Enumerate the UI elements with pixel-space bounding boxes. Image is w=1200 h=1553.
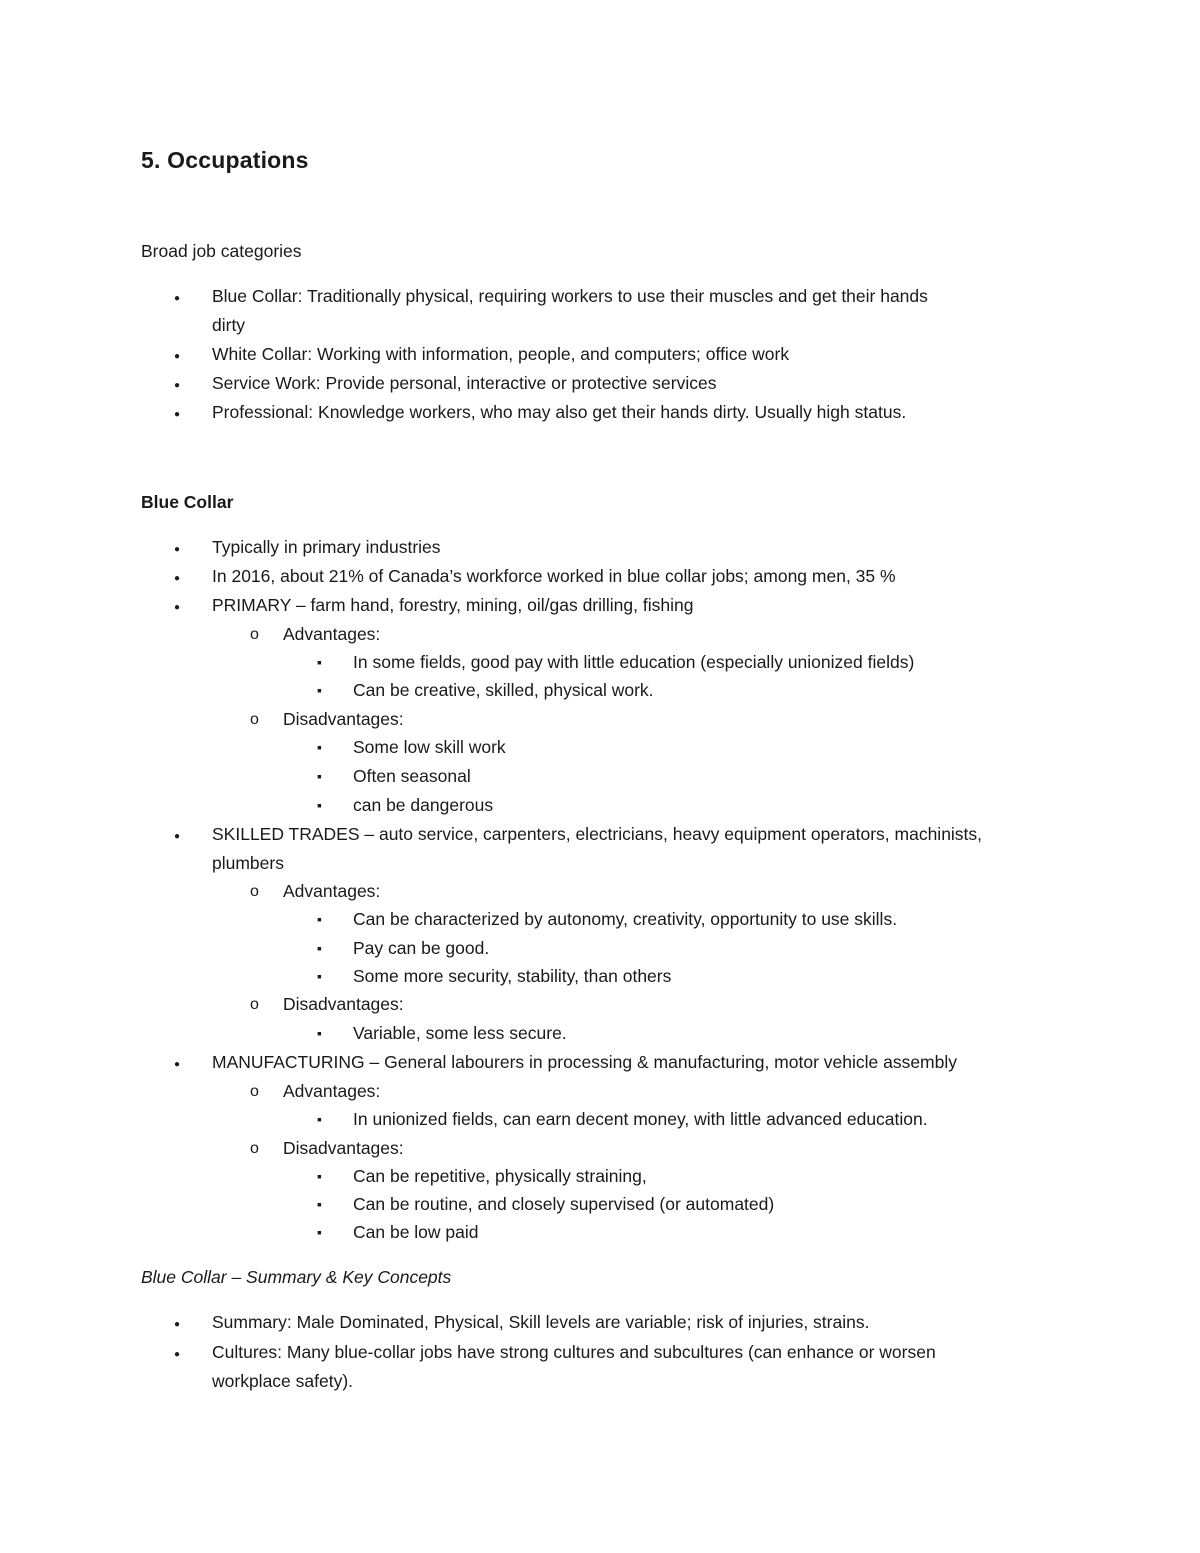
section-heading-summary: Blue Collar – Summary & Key Concepts xyxy=(141,1267,452,1287)
bullet-square-icon xyxy=(317,1022,322,1044)
bullet-square-icon xyxy=(317,965,322,987)
sublist-item-disadvantages: Disadvantages: xyxy=(283,994,404,1014)
bullet-disc-icon xyxy=(174,594,180,619)
detail-item: In unionized fields, can earn decent money, with little advanced education. xyxy=(353,1109,928,1129)
detail-item: Can be repetitive, physically straining, xyxy=(353,1166,647,1186)
bullet-circle-icon xyxy=(250,993,259,1016)
bullet-disc-icon xyxy=(174,823,180,848)
list-item-skilled-trades-continued: plumbers xyxy=(212,853,284,873)
detail-item: Pay can be good. xyxy=(353,938,490,958)
bullet-square-icon xyxy=(317,736,322,758)
detail-item: Can be routine, and closely supervised (or automated) xyxy=(353,1194,775,1214)
bullet-circle-icon xyxy=(250,1080,259,1103)
list-item-summary: Summary: Male Dominated, Physical, Skill levels are variable; risk of injuries, strains. xyxy=(212,1312,870,1332)
list-item-cultures-continued: workplace safety). xyxy=(212,1371,354,1391)
sublist-item-disadvantages: Disadvantages: xyxy=(283,709,404,729)
bullet-square-icon xyxy=(317,794,322,816)
bullet-disc-icon xyxy=(174,536,180,561)
sublist-item-disadvantages: Disadvantages: xyxy=(283,1138,404,1158)
bullet-square-icon xyxy=(317,1108,322,1130)
sublist-item-advantages: Advantages: xyxy=(283,1081,381,1101)
detail-item: Can be creative, skilled, physical work. xyxy=(353,680,654,700)
bullet-circle-icon xyxy=(250,1137,259,1160)
bullet-circle-icon xyxy=(250,708,259,731)
list-item-skilled-trades: SKILLED TRADES – auto service, carpenters, electricians, heavy equipment operators, machinists, xyxy=(212,824,983,844)
bullet-disc-icon xyxy=(174,1341,180,1366)
bullet-disc-icon xyxy=(174,285,180,310)
list-item-primary-industries: Typically in primary industries xyxy=(212,537,441,557)
detail-item: can be dangerous xyxy=(353,795,494,815)
bullet-disc-icon xyxy=(174,1051,180,1076)
bullet-disc-icon xyxy=(174,1311,180,1336)
section-heading-blue-collar: Blue Collar xyxy=(141,492,234,512)
detail-item: Variable, some less secure. xyxy=(353,1023,567,1043)
detail-item: Often seasonal xyxy=(353,766,471,786)
list-item-blue-collar-continued: dirty xyxy=(212,315,246,335)
detail-item: Some low skill work xyxy=(353,737,506,757)
bullet-square-icon xyxy=(317,765,322,787)
bullet-square-icon xyxy=(317,679,322,701)
detail-item: In some fields, good pay with little education (especially unionized fields) xyxy=(353,652,915,672)
bullet-disc-icon xyxy=(174,565,180,590)
bullet-square-icon xyxy=(317,937,322,959)
bullet-disc-icon xyxy=(174,343,180,368)
list-item-2016-statistic: In 2016, about 21% of Canada’s workforce worked in blue collar jobs; among men, 35 % xyxy=(212,566,896,586)
bullet-circle-icon xyxy=(250,880,259,903)
bullet-disc-icon xyxy=(174,372,180,397)
bullet-square-icon xyxy=(317,1165,322,1187)
bullet-square-icon xyxy=(317,651,322,673)
list-item-blue-collar: Blue Collar: Traditionally physical, requiring workers to use their muscles and get their hands xyxy=(212,286,928,306)
bullet-disc-icon xyxy=(174,401,180,426)
list-item-primary: PRIMARY – farm hand, forestry, mining, oil/gas drilling, fishing xyxy=(212,595,694,615)
detail-item: Some more security, stability, than others xyxy=(353,966,672,986)
sublist-item-advantages: Advantages: xyxy=(283,624,381,644)
list-item-cultures: Cultures: Many blue-collar jobs have strong cultures and subcultures (can enhance or worsen xyxy=(212,1342,936,1362)
sublist-item-advantages: Advantages: xyxy=(283,881,381,901)
bullet-square-icon xyxy=(317,1221,322,1243)
bullet-square-icon xyxy=(317,908,322,930)
bullet-circle-icon xyxy=(250,623,259,646)
bullet-square-icon xyxy=(317,1193,322,1215)
detail-item: Can be low paid xyxy=(353,1222,479,1242)
list-item-service-work: Service Work: Provide personal, interactive or protective services xyxy=(212,373,717,393)
page-title: 5. Occupations xyxy=(141,147,309,173)
list-item-manufacturing: MANUFACTURING – General labourers in processing & manufacturing, motor vehicle assembly xyxy=(212,1052,958,1072)
list-item-professional: Professional: Knowledge workers, who may also get their hands dirty. Usually high status. xyxy=(212,402,907,422)
section-heading-broad-job-categories: Broad job categories xyxy=(141,241,302,261)
list-item-white-collar: White Collar: Working with information, people, and computers; office work xyxy=(212,344,790,364)
detail-item: Can be characterized by autonomy, creativity, opportunity to use skills. xyxy=(353,909,898,929)
